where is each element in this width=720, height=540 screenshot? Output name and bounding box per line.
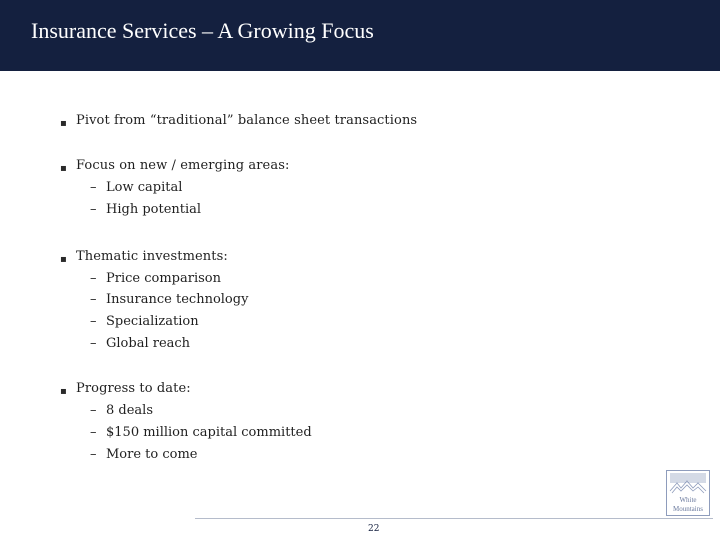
bullet-text: Thematic investments: (76, 249, 228, 264)
logo-text-line2: Mountains (673, 505, 703, 513)
square-bullet-icon: ▪ (60, 386, 67, 397)
slide-title: Insurance Services – A Growing Focus (31, 18, 374, 43)
dash-bullet-icon: – (90, 292, 97, 307)
sub-bullet-text: Insurance technology (106, 292, 249, 307)
square-bullet-icon: ▪ (60, 163, 67, 174)
dash-bullet-icon: – (90, 447, 97, 462)
dash-bullet-icon: – (90, 336, 97, 351)
mountain-logo-icon (667, 471, 709, 515)
page-number: 22 (368, 524, 380, 534)
square-bullet-icon: ▪ (60, 118, 67, 129)
square-bullet-icon: ▪ (60, 254, 67, 265)
dash-bullet-icon: – (90, 202, 97, 217)
sub-bullet-text: High potential (106, 202, 202, 217)
dash-bullet-icon: – (90, 403, 97, 418)
bullet-text: Progress to date: (76, 381, 191, 396)
sub-bullet-text: $150 million capital committed (106, 425, 312, 440)
sub-bullet-text: Global reach (106, 336, 191, 351)
sub-bullet-text: More to come (106, 447, 198, 462)
sub-bullet-text: 8 deals (106, 403, 153, 418)
logo-text-line1: White (679, 496, 697, 504)
dash-bullet-icon: – (90, 314, 97, 329)
sub-bullet-text: Price comparison (106, 271, 221, 286)
bullet-text: Focus on new / emerging areas: (76, 158, 290, 173)
dash-bullet-icon: – (90, 180, 97, 195)
company-logo (666, 470, 710, 516)
sub-bullet-text: Specialization (106, 314, 199, 329)
dash-bullet-icon: – (90, 425, 97, 440)
bullet-text: Pivot from “traditional” balance sheet transactions (76, 113, 418, 128)
footer-divider (195, 518, 713, 519)
dash-bullet-icon: – (90, 271, 97, 286)
sub-bullet-text: Low capital (106, 180, 183, 195)
